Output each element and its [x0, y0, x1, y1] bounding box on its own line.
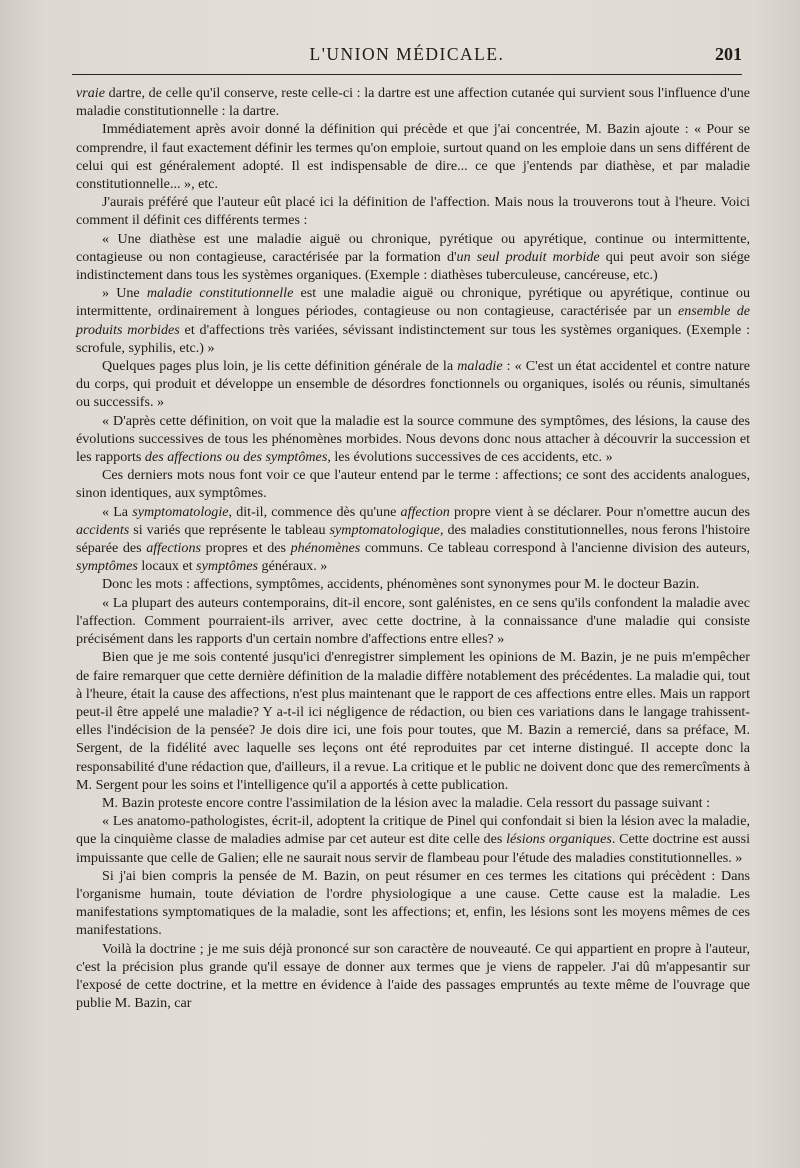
- italic-run: symptomatologique: [329, 521, 440, 538]
- text-run: communs. Ce tableau correspond à l'ancienne division des auteurs,: [360, 540, 750, 557]
- paragraph: [76, 84, 750, 120]
- italic-run: maladie: [457, 358, 503, 375]
- italic-run: symptômes: [76, 558, 138, 575]
- italic-run: vraie: [76, 85, 105, 101]
- paragraph: [76, 120, 750, 193]
- paragraph: [76, 466, 750, 502]
- text-run: « Les anatomo-pathologistes, écrit-il, adoptent la critique de Pinel qui confondait si bien la lésion avec la maladie, que la cinquième classe de maladies admise par cet auteur est dite celle des: [76, 813, 750, 848]
- paragraph: [76, 357, 750, 412]
- text-run: » Une: [102, 285, 147, 302]
- italic-run: maladie constitutionnelle: [146, 285, 294, 302]
- italic-run: un seul produit morbide: [456, 248, 600, 265]
- italic-run: phénomènes: [290, 540, 361, 557]
- paragraph: [76, 284, 750, 357]
- text-run: « Une diathèse est une maladie aiguë ou chronique, pyrétique ou apyrétique, continue ou intermittente, contagieuse ou non contagieuse, caractérisée par la formation d': [76, 230, 750, 265]
- text-run: M. Bazin proteste encore contre l'assimilation de la lésion avec la maladie. Cela ressort du passage suivant :: [102, 794, 710, 811]
- italic-run: affection: [400, 503, 450, 520]
- text-run: « D'après cette définition, on voit que la maladie est la source commune des symptômes, des lésions, la cause des évolutions successives de tous les phénomènes morbides. Nous devons donc nous attacher à découvrir la succession et les rapports: [76, 412, 750, 466]
- paragraph: [76, 594, 750, 649]
- text-run: « La plupart des auteurs contemporains, dit-il encore, sont galénistes, en ce sens qu'ils confondent la maladie avec l'affection. Comment pourraient-ils arriver, avec cette doctrine, à la connaissance d'une maladie qui consiste précisément dans les rapports d'un certain nombre d'affections entre elles? »: [76, 594, 750, 648]
- paragraph: [76, 193, 750, 229]
- article-body: [76, 84, 750, 1012]
- italic-run: des affections ou des symptômes: [144, 449, 328, 466]
- page-header: [72, 44, 742, 74]
- running-title: L'UNION MÉDICALE.: [309, 44, 505, 64]
- italic-run: affections: [146, 540, 202, 557]
- text-run: Donc les mots : affections, symptômes, accidents, phénomènes sont synonymes pour M. le docteur Bazin.: [102, 576, 700, 593]
- text-run: « La: [102, 503, 133, 520]
- paragraph: [76, 230, 750, 285]
- text-run: et d'affections très variées, sévissant indistinctement sur tous les systèmes organiques. (Exemple : scrofule, syphilis, etc.) »: [76, 321, 751, 356]
- text-run: propres et des: [201, 540, 291, 557]
- header-rule: [72, 74, 742, 75]
- paragraph: [76, 648, 750, 794]
- text-run: qui peut avoir son siége indistinctement dans tous les systèmes organiques. (Exemple : diathèses tuberculeuse, cancéreuse, etc.): [76, 248, 750, 284]
- text-run: . Cette doctrine est aussi impuissante que celle de Galien; elle ne saurait nous servir de flambeau pour l'étude des maladies constitutionnelles. »: [76, 831, 751, 866]
- text-run: , des maladies constitutionnelles, nous ferons l'histoire séparée des: [76, 521, 750, 557]
- text-run: Quelques pages plus loin, je lis cette définition générale de la: [102, 358, 458, 375]
- page-number: 201: [715, 44, 742, 64]
- text-run: Immédiatement après avoir donné la définition qui précède et que j'ai concentrée, M. Bazin ajoute : « Pour se comprendre, il faut exactement définir les termes qu'on emploie, surtout quand on les emploie dans un sens différent de celui qui est généralement adopté. Il est indispensable de dire... ce que j'entends par diathèse, et par maladie constitutionnelle... », etc.: [76, 121, 750, 193]
- italic-run: symptomatologie: [132, 503, 229, 520]
- text-run: locaux et: [137, 558, 197, 575]
- text-run: propre vient à se déclarer. Pour n'omettre aucun des: [449, 503, 750, 520]
- text-run: : « C'est un état accidentel et contre nature du corps, qui produit et développe un ensemble de désordres fonctionnels ou organiques, isolés ou réunis, simultanés ou successifs. »: [76, 358, 750, 411]
- paragraph: [76, 575, 750, 593]
- text-run: Bien que je me sois contenté jusqu'ici d'enregistrer simplement les opinions de M. Bazin, je ne puis m'empêcher de faire remarquer que cette dernière définition de la maladie diffère notablement des précédentes. La maladie qui, tout à l'heure, était la cause des affections, n'est plus maintenant que le rapport de ces affections entre elles. Mais un rapport peut-il être appelé une maladie? Y a-t-il ici négligence de rédaction, ou bien ces variations dans le langage trahissent-elles l'indécision de la pensée? Je dois dire ici, une fois pour toutes, que M. Bazin a remercié, dans sa préface, M. Sergent, de la fidélité avec laquelle ses leçons ont été reproduites par cet interne distingué. Il accepte donc la responsabilité d'une rédaction que, d'ailleurs, il a revue. La critique et le public ne doivent donc que des remercîments à M. Sergent pour les soins et l'intelligence qu'il a apportés à cette publication.: [76, 649, 750, 793]
- paragraph: [76, 812, 750, 867]
- text-run: , dit-il, commence dès qu'une: [228, 503, 401, 520]
- text-run: , les évolutions successives de ces accidents, etc. »: [327, 449, 613, 466]
- italic-run: symptômes: [196, 558, 259, 575]
- paragraph: [76, 940, 750, 1013]
- text-run: si variés que représente le tableau: [129, 521, 330, 538]
- italic-run: lésions organiques: [506, 831, 612, 848]
- paragraph: [76, 503, 750, 576]
- text-run: généraux. »: [258, 558, 328, 575]
- text-run: J'aurais préféré que l'auteur eût placé ici la définition de l'affection. Mais nous la trouverons tout à l'heure. Voici comment il définit ces différents termes :: [76, 194, 750, 229]
- paragraph: [76, 794, 750, 812]
- italic-run: accidents: [76, 521, 130, 538]
- text-run: dartre, de celle qu'il conserve, reste celle-ci : la dartre est une affection cutanée qui survient sous l'influence d'une maladie constitutionnelle : la dartre.: [76, 85, 750, 120]
- text-run: Ces derniers mots nous font voir ce que l'auteur entend par le terme : affections; ce sont des accidents analogues, sinon identiques, aux symptômes.: [76, 467, 750, 502]
- text-run: Si j'ai bien compris la pensée de M. Bazin, on peut résumer en ces termes les citations qui précèdent : Dans l'organisme humain, toute déviation de l'ordre physiologique a une cause. Cette cause est la maladie. Les manifestations symptomatiques de la maladie, sont les affections; et, enfin, les lésions sont les moyens mêmes de ces manifestations.: [76, 867, 750, 939]
- italic-run: ensemble de produits morbides: [76, 303, 751, 338]
- text-run: est une maladie aiguë ou chronique, pyrétique ou apyrétique, continue ou intermittente, ordinairement à longues périodes, contagieuse ou non contagieuse, caractérisée par un: [76, 285, 750, 320]
- text-run: Voilà la doctrine ; je me suis déjà prononcé sur son caractère de nouveauté. Ce qui appartient en propre à l'auteur, c'est la précision plus grande qu'il essaye de donner aux termes que je viens de rappeler. J'ai dû m'appesantir sur l'exposé de cette doctrine, et la mettre en évidence à l'aide des passages empruntés au texte même de l'ouvrage que publie M. Bazin, car: [76, 940, 750, 1012]
- paragraph: [76, 867, 750, 940]
- paragraph: [76, 412, 750, 467]
